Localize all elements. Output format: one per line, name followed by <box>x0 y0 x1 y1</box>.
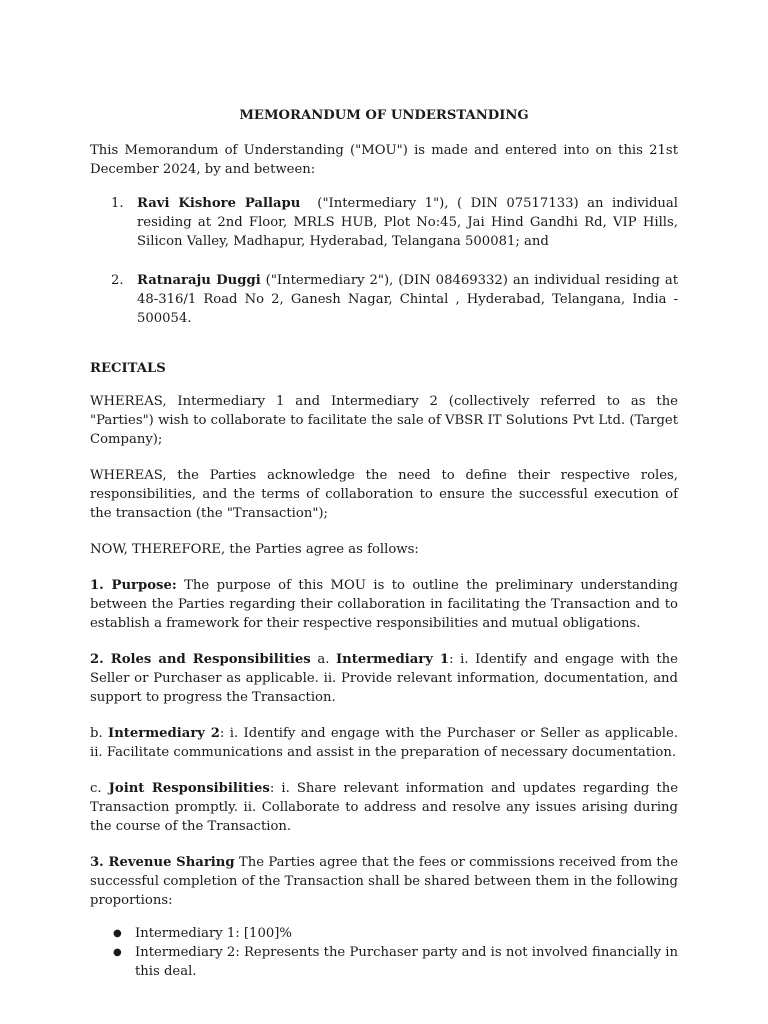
clause-label: Intermediary 2 <box>108 726 220 741</box>
recital-paragraph: WHEREAS, the Parties acknowledge the need to define their respective roles, responsibilities, and the terms of collaboration to ensure the successful execution of the transaction (the "Transaction"); <box>90 468 678 521</box>
document-page <box>90 106 683 981</box>
recital-paragraph: WHEREAS, Intermediary 1 and Intermediary 2 (collectively referred to as the "Parties") wish to collaborate to facilitate the sale of VBSR IT Solutions Pvt Ltd. (Target Company); <box>90 394 678 447</box>
intro-paragraph: This Memorandum of Understanding ("MOU") is made and entered into on this 21st December 2024, by and between: <box>90 143 678 177</box>
clause-text: : i. Share relevant information and updates regarding the Transaction promptly. ii. Collaborate to address and resolve any issues arising during the course of the Transaction. <box>90 781 678 834</box>
party-list <box>90 194 683 328</box>
clause-prefix: a. <box>310 652 336 667</box>
section-roles <box>90 650 678 707</box>
revenue-bullet-list <box>90 924 678 981</box>
section-revenue-sharing <box>90 853 678 910</box>
section-roles-b <box>90 724 678 762</box>
bullet-icon: ● <box>113 928 122 939</box>
list-item-text: Intermediary 1: [100]% <box>135 926 292 941</box>
clause-text: : i. Identify and engage with the Purchaser or Seller as applicable. ii. Facilitate communications and assist in the preparation of necessary documentation. <box>90 726 679 760</box>
party-item-2 <box>90 271 678 328</box>
section-label: 3. Revenue Sharing <box>90 855 235 870</box>
party-name: Ravi Kishore Pallapu <box>137 196 301 211</box>
clause-text: : i. Identify and engage with the Seller or Purchaser as applicable. ii. Provide relevant information, documentation, and support to progress the Transaction. <box>90 652 678 705</box>
section-roles-c <box>90 779 678 836</box>
list-item <box>90 924 678 943</box>
section-text: The purpose of this MOU is to outline the preliminary understanding between the Parties regarding their collaboration in facilitating the Transaction and to establish a framework for their respective responsibilities and mutual obligations. <box>90 578 678 631</box>
clause-prefix: c. <box>90 781 109 796</box>
party-item-1 <box>90 194 683 251</box>
party-details: ("Intermediary 2"), (DIN 08469332) an individual residing at 48-316/1 Road No 2, Ganesh Nagar, Chintal , Hyderabad, Telangana, India - 500054. <box>137 273 679 326</box>
list-item-text: Intermediary 2: Represents the Purchaser party and is not involved financially in this deal. <box>135 945 678 979</box>
list-item <box>90 943 678 981</box>
clause-label: Joint Responsibilities <box>108 781 270 796</box>
clause-label: Intermediary 1 <box>336 652 450 667</box>
bullet-icon: ● <box>113 947 122 958</box>
recital-paragraph: NOW, THEREFORE, the Parties agree as follows: <box>90 542 419 557</box>
section-text: The Parties agree that the fees or commissions received from the successful completion of the Transaction shall be shared between them in the following proportions: <box>90 855 678 908</box>
party-number: 2. <box>111 273 124 288</box>
section-label: 2. Roles and Responsibilities <box>90 652 311 667</box>
recitals-heading: RECITALS <box>90 361 166 376</box>
section-purpose <box>90 576 678 633</box>
document-title: MEMORANDUM OF UNDERSTANDING <box>239 108 529 123</box>
party-name: Ratnaraju Duggi <box>137 273 261 288</box>
clause-prefix: b. <box>90 726 109 741</box>
party-details: ("Intermediary 1"), ( DIN 07517133) an individual residing at 2nd Floor, MRLS HUB, Plot No:45, Jai Hind Gandhi Rd, VIP Hills, Silicon Valley, Madhapur, Hyderabad, Telangana 500081; and <box>137 196 683 249</box>
party-number: 1. <box>111 196 124 211</box>
section-label: 1. Purpose: <box>90 578 177 593</box>
